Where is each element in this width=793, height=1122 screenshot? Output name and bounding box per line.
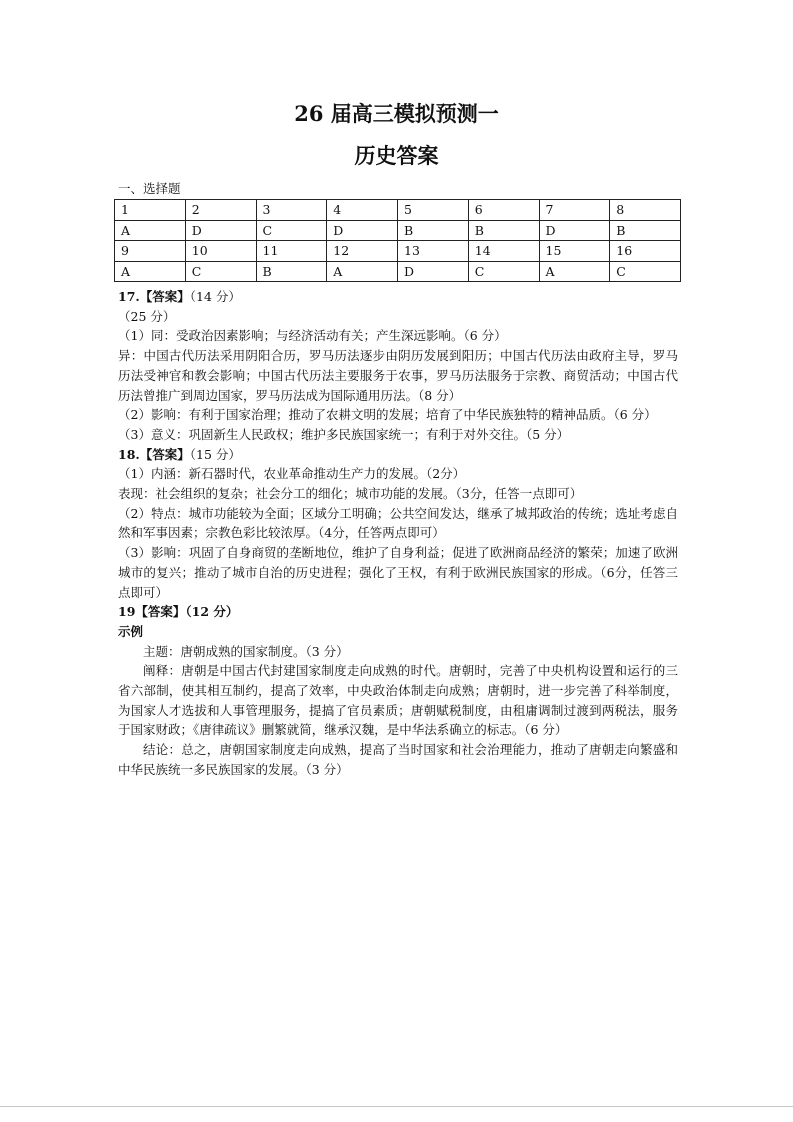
table-cell: 11 xyxy=(256,241,327,262)
table-cell: 1 xyxy=(115,200,186,221)
page-title: 26 届高三模拟预测一 xyxy=(294,101,499,126)
table-cell: 16 xyxy=(610,241,681,262)
q17-part1-diff: 异：中国古代历法采用阴阳合历，罗马历法逐步由阴历发展到阳历；中国古代历法由政府主导，罗马历法受神官和教会影响；中国古代历法主要服务于农事，罗马历法服务于宗教、商贸活动；中国古代历法曾推广到周边国家，罗马历法成为国际通用历法。（8 分） xyxy=(118,348,678,403)
table-cell: B xyxy=(398,220,469,241)
section-label-choice: 一、选择题 xyxy=(118,181,181,196)
q17-score: （14 分） xyxy=(189,289,241,304)
table-cell: D xyxy=(327,220,398,241)
q17-head: 17.【答案】 xyxy=(118,289,190,304)
q17-part3: （3）意义：巩固新生人民政权；维护多民族国家统一；有利于对外交往。（5 分） xyxy=(118,426,570,442)
table-cell: 4 xyxy=(327,200,398,221)
q18-part1-expression: 表现：社会组织的复杂；社会分工的细化；城市功能的发展。（3分，任答一点即可） xyxy=(118,486,583,502)
table-cell: 2 xyxy=(185,200,256,221)
q19-theme: 主题：唐朝成熟的国家制度。（3 分） xyxy=(143,643,349,659)
table-cell: D xyxy=(185,220,256,241)
table-cell: 3 xyxy=(256,200,327,221)
table-cell: 9 xyxy=(115,241,186,262)
table-cell: 14 xyxy=(468,241,539,262)
q19-head: 19【答案】 xyxy=(118,604,186,620)
table-cell: C xyxy=(610,261,681,282)
table-cell: 12 xyxy=(327,241,398,262)
table-cell: C xyxy=(185,261,256,282)
table-cell: A xyxy=(115,220,186,241)
q18-part2: （2）特点：城市功能较为全面；区域分工明确；公共空间发达，继承了城邦政治的传统；选址考虑自然和军事因素；宗教色彩比较浓厚。（4分，任答两点即可） xyxy=(118,505,678,541)
table-cell: D xyxy=(539,220,610,241)
q19-conclusion: 结论：总之，唐朝国家制度走向成熟，提高了当时国家和社会治理能力，推动了唐朝走向繁盛和中华民族统一多民族国家的发展。（3 分） xyxy=(118,742,678,777)
table-cell: 7 xyxy=(539,200,610,221)
q17-part1: （1）同：受政治因素影响；与经济活动有关；产生深远影响。（6 分） xyxy=(118,328,507,344)
q18-head: 18.【答案】 xyxy=(118,446,190,462)
table-row xyxy=(115,261,681,282)
answer-body xyxy=(118,287,678,780)
table-cell: C xyxy=(468,261,539,282)
table-cell: B xyxy=(610,220,681,241)
table-row xyxy=(115,200,681,221)
table-cell: D xyxy=(398,261,469,282)
table-cell: 13 xyxy=(398,241,469,262)
q18-score: （15 分） xyxy=(189,446,241,462)
table-cell: 10 xyxy=(185,241,256,262)
table-cell: 8 xyxy=(610,200,681,221)
bottom-divider xyxy=(0,1106,793,1107)
table-row xyxy=(115,241,681,262)
table-cell: 6 xyxy=(468,200,539,221)
q18-part3: （3）影响：巩固了自身商贸的垄断地位，维护了自身利益；促进了欧洲商品经济的繁荣；加速了欧洲城市的复兴；推动了城市自治的历史进程；强化了王权，有利于欧洲民族国家的形成。（6分，任答三点即可） xyxy=(118,545,678,600)
q17-part2: （2）影响：有利于国家治理；推动了农耕文明的发展；培育了中华民族独特的精神品质。（6 分） xyxy=(118,407,657,423)
table-cell: A xyxy=(327,261,398,282)
q19-heading xyxy=(118,602,678,622)
q18-part1: （1）内涵：新石器时代，农业革命推动生产力的发展。（2分） xyxy=(118,466,466,482)
answer-table xyxy=(114,199,681,282)
q19-example-label: 示例 xyxy=(118,623,144,639)
table-cell: A xyxy=(115,261,186,282)
table-row xyxy=(115,220,681,241)
q19-explanation: 阐释：唐朝是中国古代封建国家制度走向成熟的时代。唐朝时，完善了中央机构设置和运行的三省六部制，使其相互制约，提高了效率，中央政治体制走向成熟；唐朝时，进一步完善了科举制度，为国家人才选拔和人事管理服务，提搞了官员素质；唐朝赋税制度，由租庸调制过渡到两税法，服务于国家财政；《唐律疏议》删繁就简，继承汉魏，是中华法系确立的标志。（6 分） xyxy=(118,663,678,738)
table-cell: C xyxy=(256,220,327,241)
q18-heading xyxy=(118,445,678,465)
q19-score: （12 分） xyxy=(185,604,239,620)
table-cell: B xyxy=(256,261,327,282)
table-cell: B xyxy=(468,220,539,241)
page-subtitle: 历史答案 xyxy=(354,143,439,168)
q17-score2: （25 分） xyxy=(118,308,176,324)
table-cell: 15 xyxy=(539,241,610,262)
q17-heading xyxy=(118,287,678,307)
table-cell: A xyxy=(539,261,610,282)
table-cell: 5 xyxy=(398,200,469,221)
